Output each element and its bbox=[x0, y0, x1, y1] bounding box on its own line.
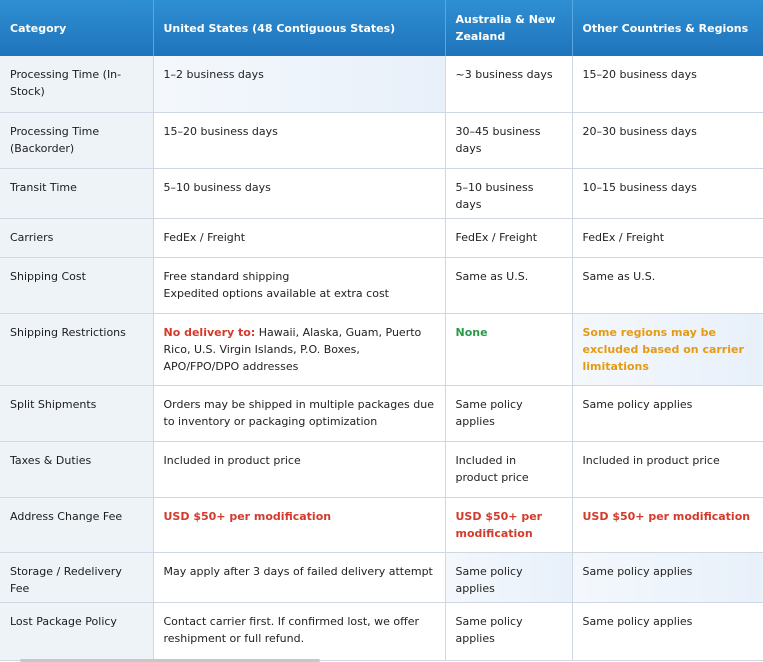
table-row bbox=[0, 218, 763, 257]
header-other: Other Countries & Regions bbox=[572, 0, 763, 56]
cell-au: Same policy applies bbox=[445, 602, 572, 660]
row-category: Processing Time (Backorder) bbox=[0, 112, 153, 168]
cell-other: USD $50+ per modification bbox=[572, 497, 763, 552]
cell-us: USD $50+ per modification bbox=[153, 497, 445, 552]
table-row bbox=[0, 385, 763, 441]
table-header-row bbox=[0, 0, 763, 56]
row-category: Carriers bbox=[0, 218, 153, 257]
table-row bbox=[0, 552, 763, 602]
cell-au: ~3 business days bbox=[445, 56, 572, 112]
cell-au: Same policy applies bbox=[445, 552, 572, 602]
cell-other: Same policy applies bbox=[572, 552, 763, 602]
row-category: Lost Package Policy bbox=[0, 602, 153, 660]
cell-other: Same as U.S. bbox=[572, 257, 763, 313]
table-row bbox=[0, 313, 763, 385]
restriction-label: No delivery to: bbox=[163, 325, 256, 339]
cell-other: 15–20 business days bbox=[572, 56, 763, 112]
cell-us: FedEx / Freight bbox=[153, 218, 445, 257]
cell-au: USD $50+ per modification bbox=[445, 497, 572, 552]
cell-au: FedEx / Freight bbox=[445, 218, 572, 257]
row-category: Address Change Fee bbox=[0, 497, 153, 552]
row-category: Split Shipments bbox=[0, 385, 153, 441]
cell-other: 10–15 business days bbox=[572, 168, 763, 218]
restriction-list: Hawaii, Alaska, Guam, Puerto Rico, U.S. Virgin Islands, P.O. Boxes, APO/FPO/DPO addresses bbox=[163, 325, 422, 373]
table-row bbox=[0, 602, 763, 660]
cell-us: Orders may be shipped in multiple packages due to inventory or packaging optimization bbox=[153, 385, 445, 441]
cell-au: Included in product price bbox=[445, 441, 572, 497]
cell-us: May apply after 3 days of failed delivery attempt bbox=[153, 552, 445, 602]
row-category: Storage / Redelivery Fee bbox=[0, 552, 153, 602]
header-au: Australia & New Zealand bbox=[445, 0, 572, 56]
row-category: Taxes & Duties bbox=[0, 441, 153, 497]
cell-other: Some regions may be excluded based on carrier limitations bbox=[572, 313, 763, 385]
cell-us: 15–20 business days bbox=[153, 112, 445, 168]
table-row bbox=[0, 497, 763, 552]
table-row bbox=[0, 168, 763, 218]
cell-us bbox=[153, 257, 445, 313]
table-row bbox=[0, 441, 763, 497]
cell-other: 20–30 business days bbox=[572, 112, 763, 168]
cell-us: 5–10 business days bbox=[153, 168, 445, 218]
row-category: Transit Time bbox=[0, 168, 153, 218]
cell-au: Same policy applies bbox=[445, 385, 572, 441]
cell-au: 5–10 business days bbox=[445, 168, 572, 218]
row-category: Shipping Cost bbox=[0, 257, 153, 313]
header-us: United States (48 Contiguous States) bbox=[153, 0, 445, 56]
row-category: Shipping Restrictions bbox=[0, 313, 153, 385]
cell-us: 1–2 business days bbox=[153, 56, 445, 112]
cell-au: Same as U.S. bbox=[445, 257, 572, 313]
cell-au: 30–45 business days bbox=[445, 112, 572, 168]
cell-other: Included in product price bbox=[572, 441, 763, 497]
cell-us bbox=[153, 313, 445, 385]
cell-au: None bbox=[445, 313, 572, 385]
cell-other: Same policy applies bbox=[572, 385, 763, 441]
cell-us: Included in product price bbox=[153, 441, 445, 497]
cell-other: FedEx / Freight bbox=[572, 218, 763, 257]
cell-us: Contact carrier first. If confirmed lost, we offer reshipment or full refund. bbox=[153, 602, 445, 660]
table-row bbox=[0, 257, 763, 313]
table-row bbox=[0, 112, 763, 168]
cell-other: Same policy applies bbox=[572, 602, 763, 660]
us-shipping-line-2: Expedited options available at extra cost bbox=[163, 286, 389, 300]
row-category: Processing Time (In-Stock) bbox=[0, 56, 153, 112]
table-row bbox=[0, 56, 763, 112]
us-shipping-line-1: Free standard shipping bbox=[163, 269, 290, 283]
header-category: Category bbox=[0, 0, 153, 56]
